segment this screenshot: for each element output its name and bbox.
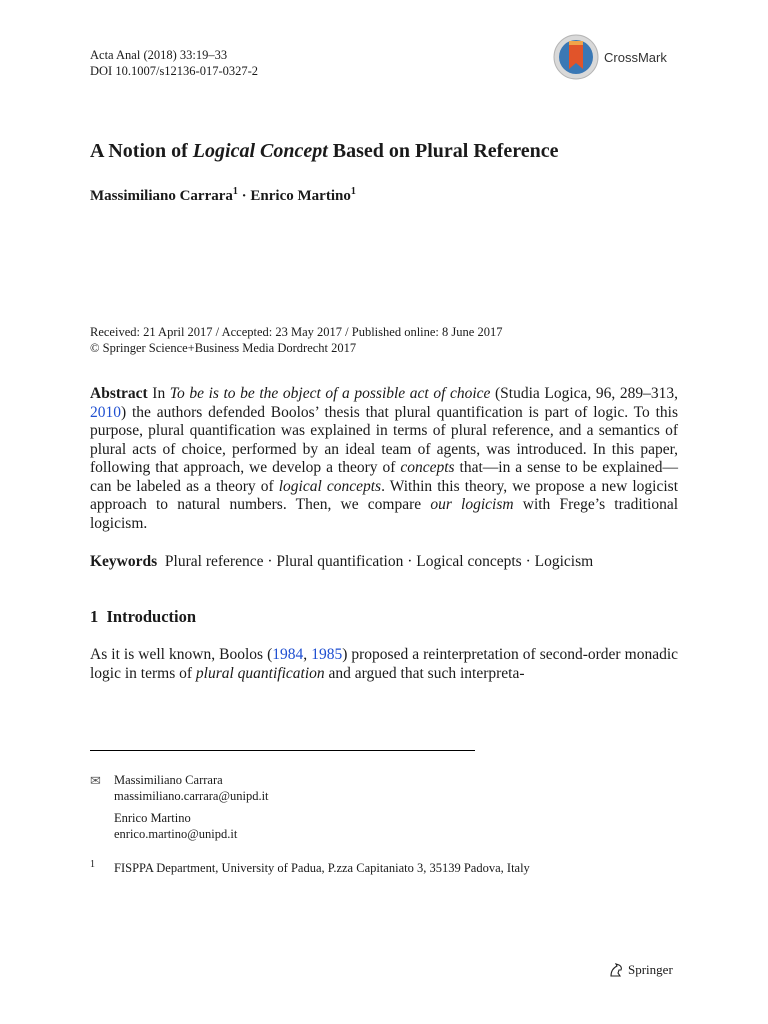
contact-name: Massimiliano Carrara (114, 773, 223, 787)
crossmark-badge[interactable] (552, 34, 692, 80)
section-heading: 1 Introduction (90, 607, 197, 626)
author-name: Enrico Martino (250, 188, 351, 204)
crossmark-label: CrossMark (604, 49, 667, 65)
paper-title: A Notion of Logical Concept Based on Plural Reference (90, 140, 559, 162)
affiliation-number: 1 (90, 859, 95, 870)
keywords-list: Plural reference · Plural quantification · Logical concepts · Logicism (164, 553, 594, 570)
intro-paragraph: As it is well known, Boolos (1984, 1985) proposed a reinterpretation of second-order monadic logic in terms of plural quantification and argued that such interpreta- (90, 646, 679, 682)
contact-name: Enrico Martino (114, 811, 191, 825)
contact-block (90, 810, 237, 842)
journal-doi: DOI 10.1007/s12136-017-0327-2 (90, 64, 259, 78)
journal-citation: Acta Anal (2018) 33:19–33 (90, 48, 228, 62)
abstract-heading: Abstract (90, 385, 148, 402)
author-list: Massimiliano Carrara$^1$ · Enrico Martino$^1$ (90, 186, 356, 204)
citation-link[interactable]: 1985 (311, 646, 343, 663)
contact-block (90, 772, 269, 804)
springer-label: Springer (628, 962, 673, 977)
crossmark-icon (552, 33, 600, 81)
envelope-icon: ✉ (90, 773, 101, 788)
contact-email[interactable]: massimiliano.carrara@unipd.it (114, 789, 269, 803)
affiliation-text: FISPPA Department, University of Padua, P.zza Capitaniato 3, 35139 Padova, Italy (114, 861, 530, 875)
springer-horse-icon (608, 962, 624, 978)
author-name: Massimiliano Carrara (90, 188, 233, 204)
journal-info (90, 47, 258, 79)
citation-link[interactable]: 1984 (272, 646, 304, 663)
keywords-heading: Keywords (90, 553, 158, 570)
abstract: Abstract In To be is to be the object of a possible act of choice (Studia Logica, 96, 289–313, 2010) the authors defended Boolos’ thesis that plural quantification is part of logic. To this purpose, plural quantification was explained in terms of plural reference, and a semantics of plural acts of choice, performed by an ideal team of agents, was introduced. In this paper, following that approach, we develop a theory of concepts that—in a sense to be explained—can be labeled as a theory of logical concepts. Within this theory, we propose a new logicist approach to natural numbers. Then, we compare our logicism with Frege’s traditional logicism. (90, 385, 679, 532)
springer-logo (608, 962, 673, 978)
affiliation-note (90, 860, 690, 876)
contact-email[interactable]: enrico.martino@unipd.it (114, 827, 238, 841)
citation-link[interactable]: 2010 (90, 403, 121, 421)
keywords (90, 553, 678, 572)
footnote-divider (90, 750, 475, 751)
publication-dates: Received: 21 April 2017 / Accepted: 23 May 2017 / Published online: 8 June 2017 © Springer Science+Business Media Dordrecht 2017 (90, 325, 503, 355)
